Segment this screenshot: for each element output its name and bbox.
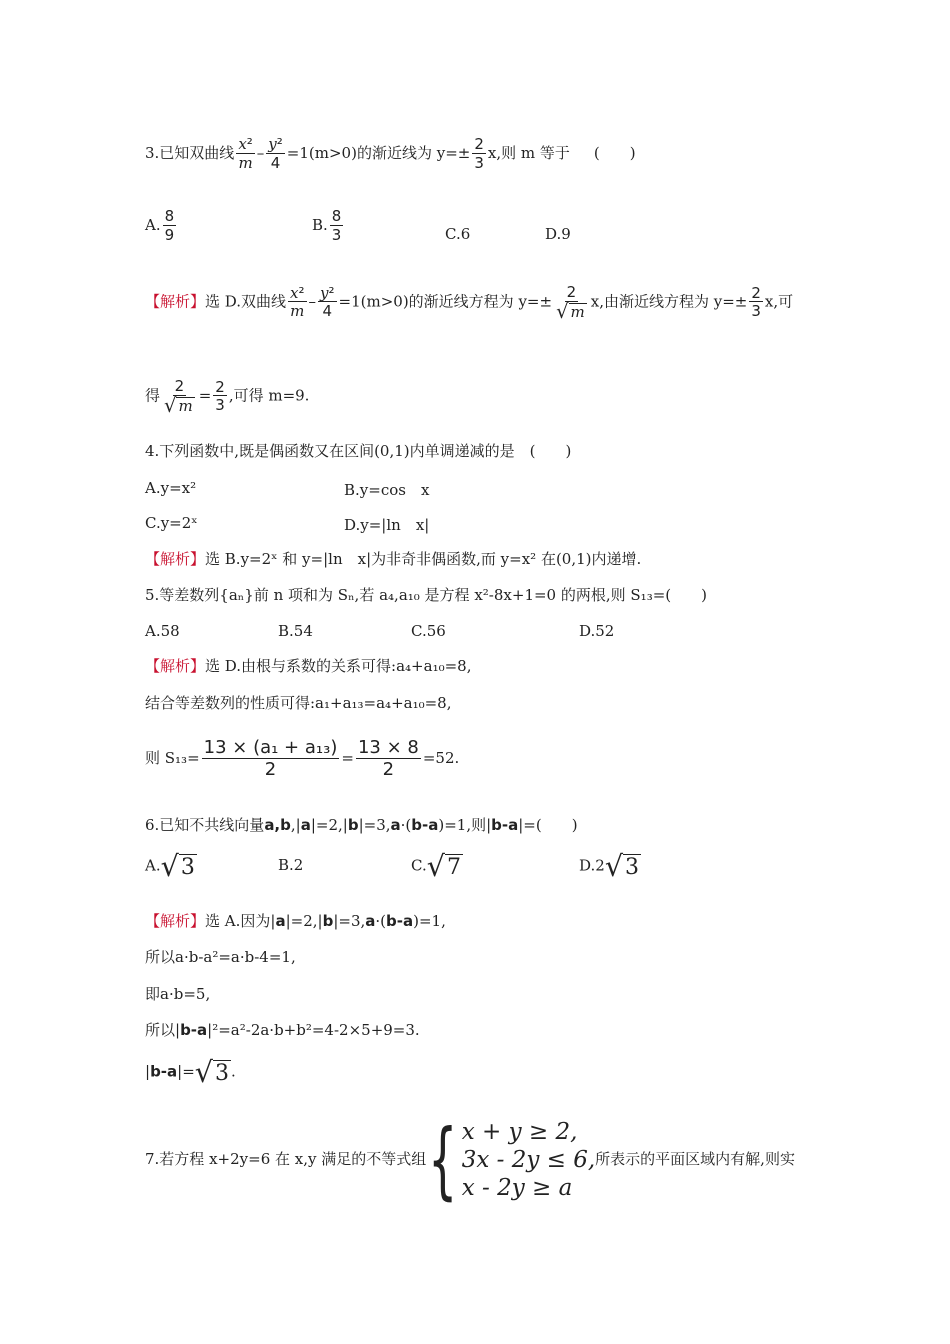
q5-solution-line1	[145, 656, 471, 676]
vector-symbol: a	[365, 912, 376, 930]
q3-solution-text: 得	[145, 386, 161, 405]
q6-option-b: B.2	[278, 856, 304, 874]
fraction-numerator: 13 × 8	[357, 737, 419, 758]
vector-symbol: a	[275, 912, 286, 930]
q5-option-c: C.56	[411, 622, 446, 640]
q3-option-c: C.6	[445, 225, 471, 243]
q5-solution-line3	[145, 738, 459, 780]
q6-option-a	[145, 849, 197, 883]
fraction-x2-over-m: $\frac{\text{x²}}{m}$	[290, 283, 305, 321]
inequality-system	[426, 1111, 596, 1209]
sqrt-7: √ 7	[426, 849, 461, 883]
fraction-y2-over-4: $\frac{\text{y²}}{4}$	[268, 135, 283, 172]
q5-stem: 5.等差数列{aₙ}前 n 项和为 Sₙ,若 a₄,a₁₀ 是方程 x²-8x+1=0 的两根,则 S₁₃=( )	[145, 586, 707, 604]
vector-symbol: a	[390, 816, 401, 834]
q4-option-d: D.y=|ln x|	[344, 516, 430, 534]
q3-stem: 3.已知双曲线 $\frac{\text{x²}}{m}$ – $\frac{\text{y²}}{4}$ =1(m>0)的渐近线为 y=± $\frac{2}{3}$ x,则 m 等于 ( )	[145, 135, 636, 172]
q5-solution-text: =52.	[422, 749, 460, 768]
q5-option-d: D.52	[579, 622, 615, 640]
vector-symbol: b-a	[491, 816, 519, 834]
q6-stem	[145, 815, 578, 835]
q6-stem-text: 6.已知不共线向量	[145, 816, 265, 834]
q5-solution-line2: 结合等差数列的性质可得:a₁+a₁₃=a₄+a₁₀=8,	[145, 694, 452, 712]
q3-solution-line2	[145, 378, 309, 415]
fraction-8-over-9: $\frac{8}{9}$	[164, 207, 175, 244]
option-label: D.2	[579, 856, 605, 875]
q6-stem-text: )=1,则|	[438, 816, 492, 834]
q6-solution-line3	[145, 984, 210, 1004]
equals-sign: =	[198, 386, 212, 405]
q6-stem-text: |=3,	[358, 816, 391, 834]
q3-solution-text: ,可得 m=9.	[228, 386, 310, 405]
fraction-numerator: 13 × (a₁ + a₁₃)	[203, 737, 338, 758]
q6-solution-text: 所以	[145, 948, 176, 966]
fraction-13x8-over-2	[356, 738, 421, 780]
q7-stem-text: 所表示的平面区域内有解,则实	[595, 1150, 795, 1168]
q6-solution-text: |²=	[207, 1021, 231, 1039]
fraction-2-over-sqrt-m: 2 √ m	[164, 377, 193, 417]
solution-tag: 【解析】	[145, 657, 206, 675]
solution-tag: 【解析】	[145, 912, 206, 930]
q6-stem-text: |=( )	[518, 816, 578, 834]
sqrt-3: √ 3	[160, 849, 195, 883]
q6-solution-line1: 【解析】选 A.因为|a|=2,|b|=3,a·(b-a)=1,	[145, 912, 446, 930]
q6-solution-text: a²-2a·b+b²=4-2×5+9=3.	[230, 1021, 420, 1039]
fraction-2-over-3: $\frac{2}{3}$	[474, 135, 484, 172]
q5-option-b: B.54	[278, 622, 313, 640]
q4-option-a: A.y=x²	[145, 479, 197, 497]
fraction-y2-over-4: $\frac{\text{y²}}{4}$	[320, 283, 335, 321]
fraction-8-over-3: $\frac{8}{3}$	[331, 207, 342, 244]
q6-solution-text: 所以|	[145, 1021, 181, 1039]
fraction-sum-formula	[202, 738, 340, 780]
answer-paren: ( )	[593, 143, 636, 162]
fraction-denominator: 2	[264, 758, 277, 780]
radicand: 3	[625, 855, 640, 881]
inequality-row: x + y ≥ 2,	[461, 1119, 578, 1145]
q3-solution-text: =1(m>0)的渐近线方程为 y=±	[338, 292, 553, 311]
q6-solution-text: |=	[177, 1062, 195, 1081]
radicand: 3	[215, 1061, 230, 1087]
q3-option-a	[145, 208, 178, 244]
q3-option-b	[312, 208, 345, 244]
q6-solution-text: a·b-a²=a·b-4=1,	[175, 948, 296, 966]
q5-solution-text: 选 D.由根与系数的关系可得:a₄+a₁₀=8,	[205, 657, 472, 675]
q6-solution-line5	[145, 1055, 236, 1089]
fraction-denominator: 2	[382, 758, 395, 780]
q6-solution-text: a·b=5,	[160, 985, 211, 1003]
q6-stem-text: ,|	[290, 816, 301, 834]
q4-solution-text: 选 B.y=2ˣ 和 y=|ln x|为非奇非偶函数,而 y=x² 在(0,1)内递增.	[205, 550, 642, 568]
vector-symbol: a,b	[264, 816, 291, 834]
vector-symbol: b-a	[180, 1021, 208, 1039]
q6-solution-text: |=2,|	[285, 912, 323, 930]
q6-solution-text: 即	[145, 985, 161, 1003]
q6-option-d	[579, 849, 641, 883]
q4-option-b: B.y=cos x	[344, 481, 430, 499]
q3-solution-text: x,可	[764, 292, 794, 311]
q5-solution-text: 则 S₁₃=	[145, 749, 200, 768]
q6-solution-line4	[145, 1020, 420, 1040]
vector-symbol: b-a	[411, 816, 439, 834]
vector-symbol: b-a	[150, 1062, 178, 1081]
q3-solution-text: x,由渐近线方程为 y=±	[590, 292, 748, 311]
q4-stem: 4.下列函数中,既是偶函数又在区间(0,1)内单调递减的是 ( )	[145, 442, 572, 460]
vector-symbol: b-a	[386, 912, 414, 930]
q4-option-c: C.y=2ˣ	[145, 514, 198, 532]
option-label: C.	[411, 856, 427, 875]
q3-solution-line1: 【解析】选 D.双曲线 $\frac{\text{x²}}{m}$ – $\frac{\text{y²}}{4}$ =1(m>0)的渐近线方程为 y=± 2 √ m x,由渐近线方程为 y=± $\frac{2}{3}$ x,可	[145, 283, 794, 323]
left-brace: {	[428, 1111, 458, 1209]
q6-solution-text: .	[231, 1062, 236, 1081]
q6-stem-text: ·(	[400, 816, 412, 834]
q3-stem-post: x,则 m 等于	[487, 143, 570, 162]
q6-solution-text: |	[145, 1062, 151, 1081]
q5-option-a: A.58	[145, 622, 180, 640]
fraction-2-over-3: $\frac{2}{3}$	[215, 377, 225, 415]
q6-solution-line2	[145, 947, 296, 967]
q6-solution-text: 选 A.因为|	[205, 912, 276, 930]
q6-solution-text: |=3,	[333, 912, 366, 930]
radicand: 7	[446, 855, 461, 881]
q7-stem	[145, 1111, 795, 1209]
vector-symbol: b	[347, 816, 359, 834]
sqrt-3: √ 3	[194, 1055, 230, 1089]
q7-stem-text: 7.若方程 x+2y=6 在 x,y 满足的不等式组	[145, 1150, 427, 1168]
q6-solution-text: ·(	[375, 912, 387, 930]
q3-stem-prefix: 3.已知双曲线	[145, 143, 235, 162]
equals-sign: =	[341, 749, 354, 768]
option-label: A.	[145, 215, 161, 234]
inequality-row: 3x - 2y ≤ 6,	[461, 1147, 596, 1173]
fraction-x2-over-m: $\frac{\text{x²}}{m}$	[238, 135, 253, 172]
q3-stem-eq: =1(m>0)的渐近线为 y=±	[286, 143, 471, 162]
vector-symbol: a	[300, 816, 311, 834]
q6-stem-text: |=2,|	[310, 816, 348, 834]
q3-option-d: D.9	[545, 225, 571, 243]
solution-tag: 【解析】	[145, 550, 206, 568]
solution-tag: 【解析】	[145, 292, 206, 311]
fraction-2-over-sqrt-m: 2 √ m	[556, 283, 585, 323]
fraction-2-over-3: $\frac{2}{3}$	[751, 283, 761, 321]
sqrt-3: √ 3	[604, 849, 640, 883]
option-label: B.	[312, 215, 328, 234]
q6-option-c	[411, 849, 463, 883]
radicand: 3	[180, 855, 195, 881]
inequality-row: x - 2y ≥ a	[461, 1175, 573, 1201]
vector-symbol: b	[322, 912, 334, 930]
q3-solution-text: 选 D.双曲线	[205, 292, 287, 311]
option-label: A.	[145, 856, 161, 875]
q4-solution	[145, 549, 641, 569]
